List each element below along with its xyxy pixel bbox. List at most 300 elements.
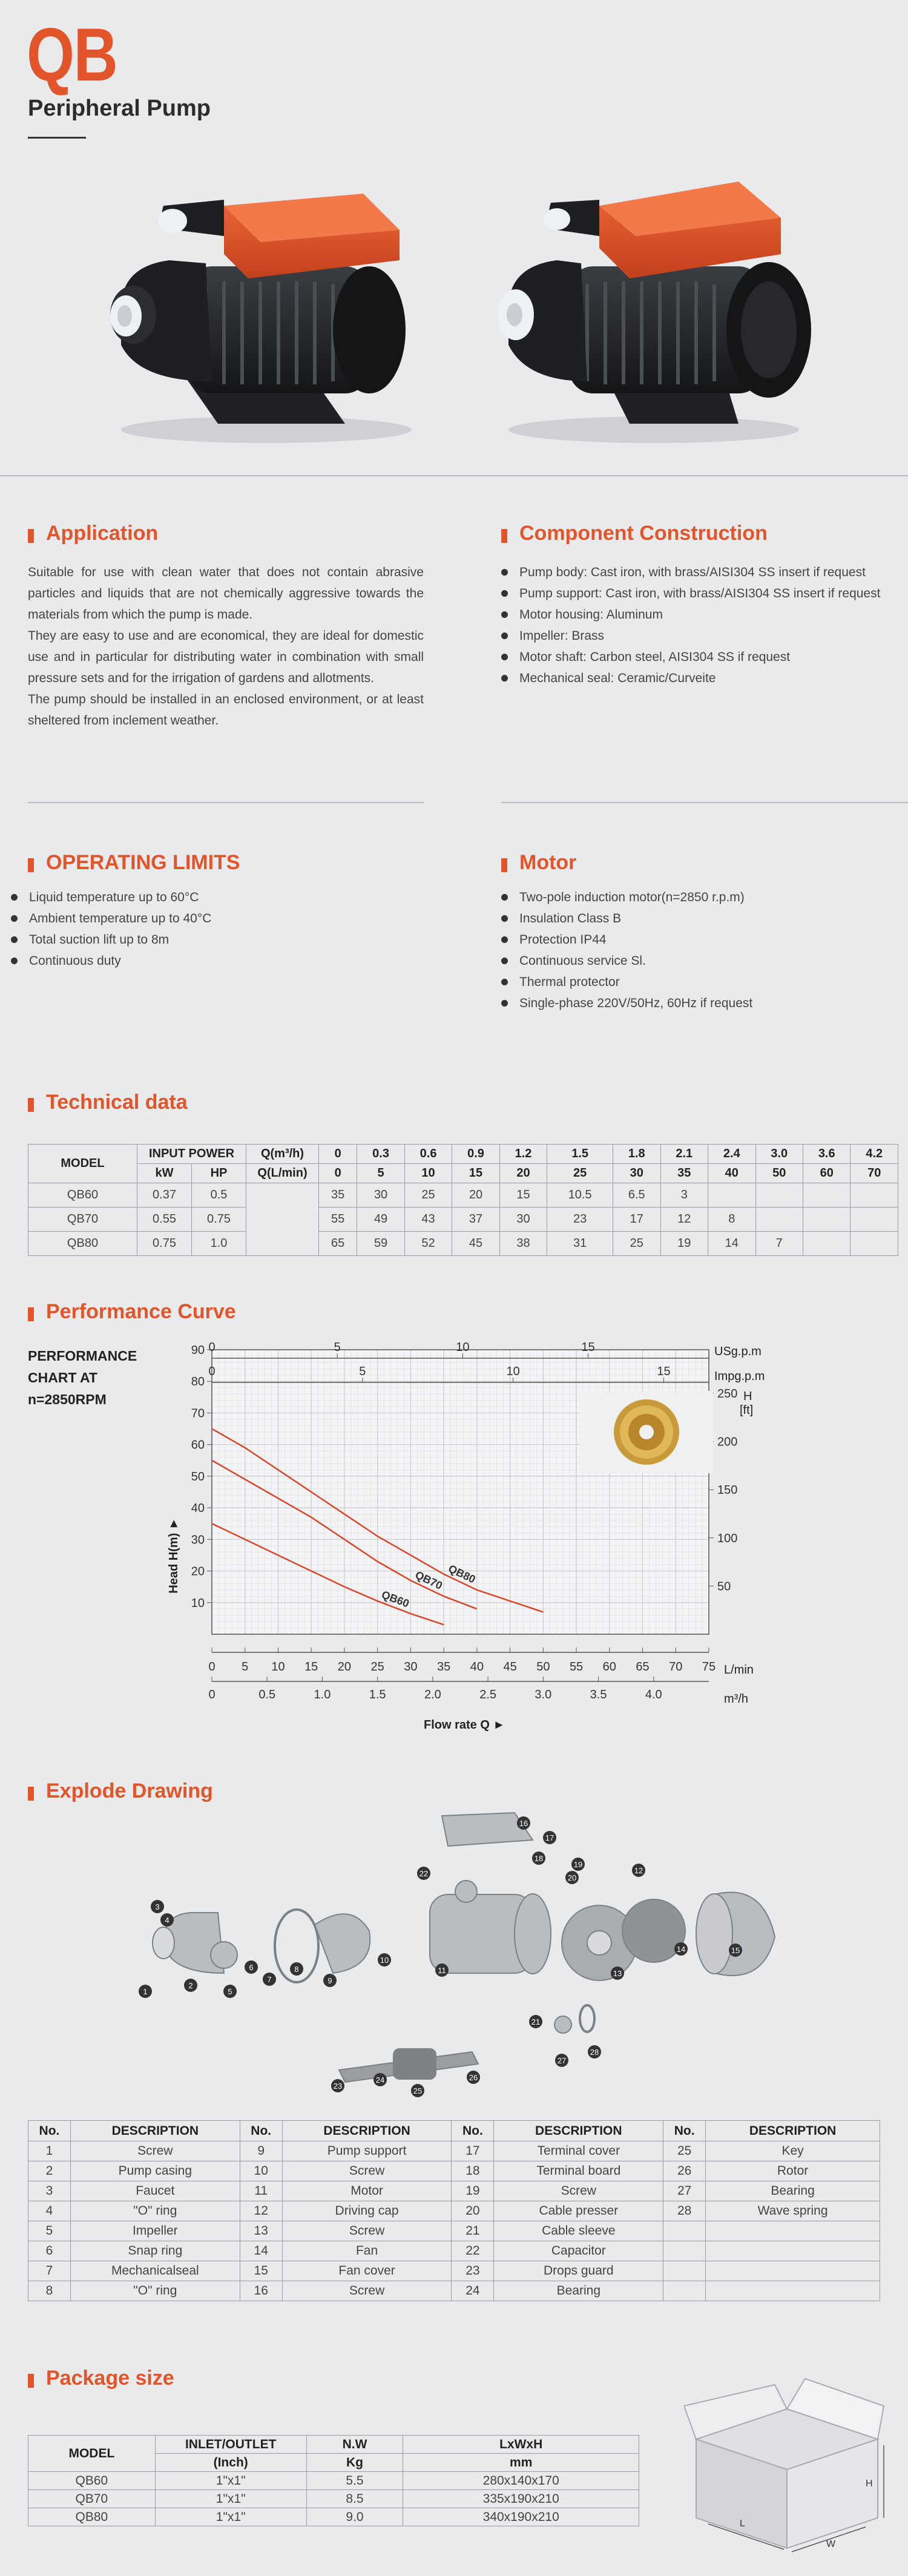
part-no-cell: 7 bbox=[28, 2261, 71, 2281]
kw-cell: 0.37 bbox=[137, 1183, 192, 1208]
col-no: No. bbox=[452, 2121, 494, 2141]
callout-label: 8 bbox=[294, 1965, 299, 1974]
motor-item: Protection IP44 bbox=[501, 929, 752, 950]
component-item: Motor housing: Aluminum bbox=[501, 604, 906, 625]
q-m3h-cell: 2.1 bbox=[660, 1145, 708, 1164]
part-no-cell: 23 bbox=[452, 2261, 494, 2281]
q-m3h-cell: 0.3 bbox=[357, 1145, 404, 1164]
head-cell: 23 bbox=[547, 1208, 613, 1232]
inlet-cell: 1"x1" bbox=[155, 2472, 306, 2490]
explode-drawing bbox=[115, 1792, 805, 2106]
impgpm-tick-label: 15 bbox=[657, 1365, 671, 1378]
component-item: Motor shaft: Carbon steel, AISI304 SS if request bbox=[501, 646, 906, 668]
box-w-label: W bbox=[826, 2539, 836, 2549]
table-row bbox=[28, 2201, 880, 2221]
component-item: Mechanical seal: Ceramic/Curveite bbox=[501, 668, 906, 689]
table-row bbox=[28, 2472, 639, 2490]
terminal-cover-part bbox=[442, 1813, 533, 1846]
limits-item: Continuous duty bbox=[11, 950, 211, 971]
ft-tick-label: 150 bbox=[717, 1484, 738, 1497]
callout-label: 26 bbox=[469, 2073, 478, 2082]
motor-title: Motor bbox=[519, 851, 577, 874]
head-cell: 38 bbox=[499, 1232, 547, 1256]
part-description-cell: Fan bbox=[282, 2241, 452, 2261]
head-axis-label: Head H(m) ► bbox=[167, 1517, 180, 1594]
part-description-cell: Cable presser bbox=[494, 2201, 663, 2221]
head-cell bbox=[708, 1183, 755, 1208]
callout-label: 5 bbox=[228, 1987, 232, 1996]
q-m3h-cell: 0.9 bbox=[452, 1145, 499, 1164]
head-cell: 19 bbox=[660, 1232, 708, 1256]
head-cell: 43 bbox=[404, 1208, 452, 1232]
callout-label: 22 bbox=[419, 1869, 429, 1878]
hp-cell: 0.5 bbox=[192, 1183, 246, 1208]
technical-title: Technical data bbox=[46, 1091, 188, 1114]
head-cell: 15 bbox=[499, 1183, 547, 1208]
limits-title: OPERATING LIMITS bbox=[46, 851, 240, 874]
part-no-cell: 14 bbox=[240, 2241, 282, 2261]
callout-label: 4 bbox=[165, 1916, 169, 1925]
kw-cell: 0.55 bbox=[137, 1208, 192, 1232]
callout-label: 18 bbox=[534, 1854, 544, 1863]
col-description: DESCRIPTION bbox=[70, 2121, 240, 2141]
lmin-tick-label: 30 bbox=[404, 1660, 418, 1674]
callout-label: 12 bbox=[634, 1866, 643, 1875]
q-m3h-cell: 3.0 bbox=[755, 1145, 803, 1164]
head-cell: 31 bbox=[547, 1232, 613, 1256]
lmin-tick-label: 45 bbox=[503, 1660, 517, 1674]
head-cell: 65 bbox=[319, 1232, 357, 1256]
m3h-tick-label: 3.0 bbox=[535, 1688, 552, 1701]
q-m3h-cell: 1.8 bbox=[613, 1145, 660, 1164]
table-row bbox=[28, 2141, 880, 2161]
table-row bbox=[28, 1183, 898, 1208]
part-description-cell: Motor bbox=[282, 2181, 452, 2201]
motor-item: Continuous service Sl. bbox=[501, 950, 752, 971]
q-lmin-cell: 70 bbox=[850, 1164, 898, 1183]
col-model: MODEL bbox=[28, 1145, 137, 1183]
callout-label: 1 bbox=[143, 1987, 148, 1996]
motor-list bbox=[501, 887, 752, 1014]
explode-title: Explode Drawing bbox=[46, 1779, 213, 1802]
box-l-label: L bbox=[740, 2518, 745, 2529]
component-item: Pump body: Cast iron, with brass/AISI304 SS insert if request bbox=[501, 562, 906, 583]
usgpm-tick-label: 10 bbox=[456, 1341, 470, 1354]
table-row bbox=[28, 2261, 880, 2281]
head-cell: 25 bbox=[404, 1183, 452, 1208]
part-no-cell bbox=[663, 2261, 706, 2281]
dimensions-cell: 340x190x210 bbox=[403, 2508, 639, 2526]
callout-label: 11 bbox=[438, 1966, 446, 1975]
application-paragraph: Suitable for use with clean water that does not contain abrasive particles and liquids that are not chemically aggressive towards the materials from which the pump is made. bbox=[28, 565, 424, 622]
q-m3h-cell: 0.6 bbox=[404, 1145, 452, 1164]
head-cell: 12 bbox=[660, 1208, 708, 1232]
heading-marker bbox=[28, 1303, 34, 1321]
part-description-cell bbox=[706, 2261, 880, 2281]
col-inlet: INLET/OUTLET bbox=[155, 2436, 306, 2454]
q-lmin-cell: 50 bbox=[755, 1164, 803, 1183]
impeller-part bbox=[211, 1942, 237, 1968]
motor-item: Insulation Class B bbox=[501, 908, 752, 929]
col-kg: Kg bbox=[306, 2454, 403, 2472]
table-row bbox=[28, 2508, 639, 2526]
part-description-cell: Bearing bbox=[706, 2181, 880, 2201]
component-title: Component Construction bbox=[519, 522, 768, 545]
col-hp: HP bbox=[192, 1164, 246, 1183]
head-cell bbox=[755, 1183, 803, 1208]
callout-label: 20 bbox=[567, 1873, 577, 1882]
callout-label: 28 bbox=[590, 2048, 599, 2057]
y-tick-label: 10 bbox=[191, 1596, 205, 1610]
lmin-tick-label: 70 bbox=[669, 1660, 683, 1674]
q-lmin-cell: 25 bbox=[547, 1164, 613, 1183]
head-cell: 30 bbox=[499, 1208, 547, 1232]
part-no-cell: 17 bbox=[452, 2141, 494, 2161]
part-no-cell: 2 bbox=[28, 2161, 71, 2181]
callout-label: 14 bbox=[676, 1945, 686, 1954]
q-lmin-cell: 40 bbox=[708, 1164, 755, 1183]
callout-label: 9 bbox=[327, 1976, 332, 1985]
lmin-tick-label: 50 bbox=[536, 1660, 550, 1674]
m3h-tick-label: 2.5 bbox=[479, 1688, 497, 1701]
callout-label: 27 bbox=[557, 2056, 567, 2065]
part-no-cell bbox=[663, 2281, 706, 2301]
package-title: Package size bbox=[46, 2367, 174, 2390]
part-description-cell: Capacitor bbox=[494, 2241, 663, 2261]
part-description-cell: Faucet bbox=[70, 2181, 240, 2201]
part-no-cell bbox=[663, 2241, 706, 2261]
callout-label: 6 bbox=[249, 1963, 254, 1972]
bearing-part bbox=[554, 2016, 571, 2033]
brand-title: QB bbox=[27, 13, 117, 97]
lmin-label: L/min bbox=[724, 1663, 754, 1677]
motor-item: Thermal protector bbox=[501, 971, 752, 993]
head-cell bbox=[850, 1183, 898, 1208]
heading-marker bbox=[28, 2370, 34, 2388]
col-no: No. bbox=[663, 2121, 706, 2141]
callout-label: 24 bbox=[375, 2075, 385, 2085]
head-cell: 20 bbox=[452, 1183, 499, 1208]
usgpm-tick-label: 15 bbox=[581, 1341, 595, 1354]
impgpm-tick-label: 5 bbox=[359, 1365, 366, 1378]
head-cell bbox=[803, 1183, 850, 1208]
callout-label: 3 bbox=[155, 1902, 160, 1911]
lmin-tick-label: 75 bbox=[702, 1660, 716, 1674]
heading-marker bbox=[28, 1782, 34, 1801]
table-row bbox=[28, 2490, 639, 2508]
q-lmin-cell: 60 bbox=[803, 1164, 850, 1183]
q-lmin-cell: 30 bbox=[613, 1164, 660, 1183]
part-no-cell: 10 bbox=[240, 2161, 282, 2181]
performance-chart bbox=[0, 1332, 908, 1755]
technical-table bbox=[28, 1144, 898, 1256]
head-cell: 30 bbox=[357, 1183, 404, 1208]
ft-tick-label: 100 bbox=[717, 1531, 738, 1545]
component-item: Impeller: Brass bbox=[501, 625, 906, 646]
head-cell: 52 bbox=[404, 1232, 452, 1256]
ft-tick-label: 250 bbox=[717, 1387, 738, 1401]
model-cell: QB80 bbox=[28, 1232, 137, 1256]
part-description-cell bbox=[706, 2281, 880, 2301]
application-text bbox=[28, 562, 424, 731]
part-no-cell: 21 bbox=[452, 2221, 494, 2241]
part-description-cell: Bearing bbox=[494, 2281, 663, 2301]
y-tick-label: 50 bbox=[191, 1470, 205, 1484]
m3h-label: m³/h bbox=[724, 1692, 748, 1706]
ft-tick-label: 50 bbox=[717, 1580, 731, 1594]
lmin-tick-label: 40 bbox=[470, 1660, 484, 1674]
q-lmin-cell: 20 bbox=[499, 1164, 547, 1183]
head-cell bbox=[803, 1232, 850, 1256]
performance-title: Performance Curve bbox=[46, 1300, 236, 1323]
y-tick-label: 20 bbox=[191, 1565, 205, 1579]
callout-label: 17 bbox=[545, 1833, 554, 1842]
component-item: Pump support: Cast iron, with brass/AISI304 SS insert if request bbox=[501, 583, 906, 604]
col-description: DESCRIPTION bbox=[494, 2121, 663, 2141]
head-cell: 49 bbox=[357, 1208, 404, 1232]
application-paragraph: The pump should be installed in an enclosed environment, or at least sheltered from inclement weather. bbox=[28, 692, 424, 728]
head-cell: 35 bbox=[319, 1183, 357, 1208]
model-cell: QB80 bbox=[28, 2508, 156, 2526]
part-no-cell: 3 bbox=[28, 2181, 71, 2201]
head-cell bbox=[850, 1232, 898, 1256]
blank-cell bbox=[246, 1183, 319, 1256]
part-description-cell: Drops guard bbox=[494, 2261, 663, 2281]
head-cell: 6.5 bbox=[613, 1183, 660, 1208]
head-cell: 14 bbox=[708, 1232, 755, 1256]
part-no-cell: 22 bbox=[452, 2241, 494, 2261]
heading-marker bbox=[501, 525, 507, 543]
part-no-cell: 27 bbox=[663, 2181, 706, 2201]
model-cell: QB70 bbox=[28, 2490, 156, 2508]
y-tick-label: 60 bbox=[191, 1438, 205, 1452]
limits-item: Ambient temperature up to 40°C bbox=[11, 908, 211, 929]
y-tick-label: 80 bbox=[191, 1375, 205, 1389]
col-q-lmin: Q(L/min) bbox=[246, 1164, 319, 1183]
heading-marker bbox=[28, 854, 34, 872]
impeller-image bbox=[580, 1391, 713, 1473]
motor-item: Two-pole induction motor(n=2850 r.p.m) bbox=[501, 887, 752, 908]
heading-marker bbox=[28, 525, 34, 543]
part-no-cell: 19 bbox=[452, 2181, 494, 2201]
part-no-cell bbox=[663, 2221, 706, 2241]
heading-marker bbox=[501, 854, 507, 872]
col-inch: (Inch) bbox=[155, 2454, 306, 2472]
part-description-cell: Terminal board bbox=[494, 2161, 663, 2181]
head-cell bbox=[755, 1208, 803, 1232]
y-tick-label: 70 bbox=[191, 1407, 205, 1421]
part-no-cell: 6 bbox=[28, 2241, 71, 2261]
col-no: No. bbox=[240, 2121, 282, 2141]
lmin-tick-label: 60 bbox=[602, 1660, 616, 1674]
q-lmin-cell: 15 bbox=[452, 1164, 499, 1183]
part-description-cell: Screw bbox=[282, 2221, 452, 2241]
part-description-cell: Screw bbox=[70, 2141, 240, 2161]
part-description-cell: Screw bbox=[494, 2181, 663, 2201]
limits-list bbox=[11, 887, 211, 971]
nw-cell: 8.5 bbox=[306, 2490, 403, 2508]
col-no: No. bbox=[28, 2121, 71, 2141]
q-lmin-cell: 10 bbox=[404, 1164, 452, 1183]
callout-label: 19 bbox=[573, 1860, 583, 1869]
part-no-cell: 12 bbox=[240, 2201, 282, 2221]
q-m3h-cell: 0 bbox=[319, 1145, 357, 1164]
part-no-cell: 8 bbox=[28, 2281, 71, 2301]
part-description-cell: Mechanicalseal bbox=[70, 2261, 240, 2281]
divider bbox=[0, 475, 908, 476]
col-input-power: INPUT POWER bbox=[137, 1145, 246, 1164]
impgpm-tick-label: 0 bbox=[208, 1365, 215, 1378]
head-cell: 17 bbox=[613, 1208, 660, 1232]
impgpm-label: Impg.p.m bbox=[714, 1370, 765, 1383]
head-cell: 25 bbox=[613, 1232, 660, 1256]
capacitor-part bbox=[455, 1881, 477, 1902]
m3h-tick-label: 3.5 bbox=[590, 1688, 607, 1701]
m3h-tick-label: 0.5 bbox=[258, 1688, 276, 1701]
component-list bbox=[501, 562, 906, 689]
q-m3h-cell: 3.6 bbox=[803, 1145, 850, 1164]
page-subtitle: Peripheral Pump bbox=[28, 96, 211, 121]
box-h-label: H bbox=[866, 2479, 873, 2489]
part-no-cell: 15 bbox=[240, 2261, 282, 2281]
part-description-cell: Snap ring bbox=[70, 2241, 240, 2261]
table-row bbox=[28, 2161, 880, 2181]
callout-label: 25 bbox=[413, 2086, 423, 2095]
part-no-cell: 26 bbox=[663, 2161, 706, 2181]
part-no-cell: 5 bbox=[28, 2221, 71, 2241]
table-row bbox=[28, 2181, 880, 2201]
divider bbox=[501, 802, 908, 803]
lmin-tick-label: 5 bbox=[242, 1660, 249, 1674]
performance-heading bbox=[28, 1300, 236, 1324]
series-label: QB80 bbox=[446, 1562, 478, 1586]
q-lmin-cell: 0 bbox=[319, 1164, 357, 1183]
head-cell: 3 bbox=[660, 1183, 708, 1208]
col-description: DESCRIPTION bbox=[706, 2121, 880, 2141]
part-description-cell bbox=[706, 2241, 880, 2261]
m3h-tick-label: 1.0 bbox=[314, 1688, 331, 1701]
divider bbox=[28, 802, 424, 803]
table-row bbox=[28, 1208, 898, 1232]
part-description-cell: Screw bbox=[282, 2281, 452, 2301]
kw-cell: 0.75 bbox=[137, 1232, 192, 1256]
subtitle-underline bbox=[28, 137, 86, 139]
dimensions-cell: 280x140x170 bbox=[403, 2472, 639, 2490]
ft-tick-label: 200 bbox=[717, 1435, 738, 1449]
part-description-cell: Pump support bbox=[282, 2141, 452, 2161]
limits-item: Liquid temperature up to 60°C bbox=[11, 887, 211, 908]
callout-label: 15 bbox=[731, 1946, 740, 1955]
part-no-cell: 11 bbox=[240, 2181, 282, 2201]
flow-axis-label: Flow rate Q ► bbox=[424, 1718, 505, 1732]
h-label: H bbox=[743, 1390, 752, 1403]
part-no-cell: 9 bbox=[240, 2141, 282, 2161]
part-no-cell: 24 bbox=[452, 2281, 494, 2301]
col-model: MODEL bbox=[28, 2436, 156, 2472]
lmin-tick-label: 10 bbox=[271, 1660, 285, 1674]
pump-photo-right bbox=[478, 163, 829, 448]
head-cell: 55 bbox=[319, 1208, 357, 1232]
part-description-cell: Cable sleeve bbox=[494, 2221, 663, 2241]
m3h-tick-label: 1.5 bbox=[369, 1688, 386, 1701]
lmin-tick-label: 0 bbox=[208, 1660, 215, 1674]
q-lmin-cell: 5 bbox=[357, 1164, 404, 1183]
part-description-cell: Key bbox=[706, 2141, 880, 2161]
part-no-cell: 25 bbox=[663, 2141, 706, 2161]
inlet-cell: 1"x1" bbox=[155, 2508, 306, 2526]
q-m3h-cell: 4.2 bbox=[850, 1145, 898, 1164]
application-heading bbox=[28, 522, 158, 545]
limits-heading bbox=[28, 851, 240, 875]
m3h-tick-label: 4.0 bbox=[645, 1688, 662, 1701]
technical-heading bbox=[28, 1091, 188, 1114]
callout-label: 10 bbox=[380, 1956, 389, 1965]
part-description-cell: Screw bbox=[282, 2161, 452, 2181]
component-heading bbox=[501, 522, 768, 545]
parts-table bbox=[28, 2120, 880, 2301]
y-tick-label: 30 bbox=[191, 1533, 205, 1547]
part-description-cell: "O" ring bbox=[70, 2201, 240, 2221]
wave-spring-part bbox=[580, 2005, 594, 2032]
table-row bbox=[28, 2221, 880, 2241]
package-box-drawing bbox=[684, 2373, 890, 2560]
q-m3h-cell: 1.2 bbox=[499, 1145, 547, 1164]
lmin-tick-label: 65 bbox=[636, 1660, 650, 1674]
part-description-cell: Fan cover bbox=[282, 2261, 452, 2281]
table-row bbox=[28, 1232, 898, 1256]
callout-label: 2 bbox=[188, 1981, 193, 1990]
head-cell bbox=[803, 1208, 850, 1232]
col-dimensions: LxWxH bbox=[403, 2436, 639, 2454]
part-no-cell: 4 bbox=[28, 2201, 71, 2221]
hp-cell: 1.0 bbox=[192, 1232, 246, 1256]
head-cell: 59 bbox=[357, 1232, 404, 1256]
impgpm-tick-label: 10 bbox=[506, 1365, 520, 1378]
caption-line: PERFORMANCE bbox=[28, 1348, 137, 1364]
callout-label: 23 bbox=[333, 2082, 343, 2091]
part-description-cell: "O" ring bbox=[70, 2281, 240, 2301]
nw-cell: 9.0 bbox=[306, 2508, 403, 2526]
series-label: QB70 bbox=[413, 1568, 444, 1592]
series-label: QB60 bbox=[380, 1588, 411, 1610]
callout-label: 13 bbox=[613, 1969, 622, 1978]
part-description-cell: Impeller bbox=[70, 2221, 240, 2241]
q-lmin-cell: 35 bbox=[660, 1164, 708, 1183]
head-cell: 45 bbox=[452, 1232, 499, 1256]
caption-line: n=2850RPM bbox=[28, 1392, 107, 1407]
head-cell: 8 bbox=[708, 1208, 755, 1232]
model-cell: QB60 bbox=[28, 2472, 156, 2490]
motor-heading bbox=[501, 851, 576, 875]
y-tick-label: 90 bbox=[191, 1344, 205, 1357]
head-cell: 10.5 bbox=[547, 1183, 613, 1208]
part-description-cell: Terminal cover bbox=[494, 2141, 663, 2161]
pump-support-part bbox=[315, 1914, 370, 1973]
limits-item: Total suction lift up to 8m bbox=[11, 929, 211, 950]
usgpm-label: USg.p.m bbox=[714, 1345, 762, 1358]
dimensions-cell: 335x190x210 bbox=[403, 2490, 639, 2508]
pump-photo-left bbox=[85, 163, 436, 448]
y-tick-label: 40 bbox=[191, 1502, 205, 1516]
lmin-tick-label: 35 bbox=[437, 1660, 451, 1674]
callout-label: 21 bbox=[531, 2017, 541, 2026]
callout-label: 7 bbox=[267, 1975, 272, 1984]
q-m3h-cell: 1.5 bbox=[547, 1145, 613, 1164]
package-table bbox=[28, 2435, 639, 2526]
m3h-tick-label: 2.0 bbox=[424, 1688, 441, 1701]
m3h-tick-label: 0 bbox=[208, 1688, 215, 1701]
usgpm-tick-label: 0 bbox=[208, 1341, 215, 1354]
